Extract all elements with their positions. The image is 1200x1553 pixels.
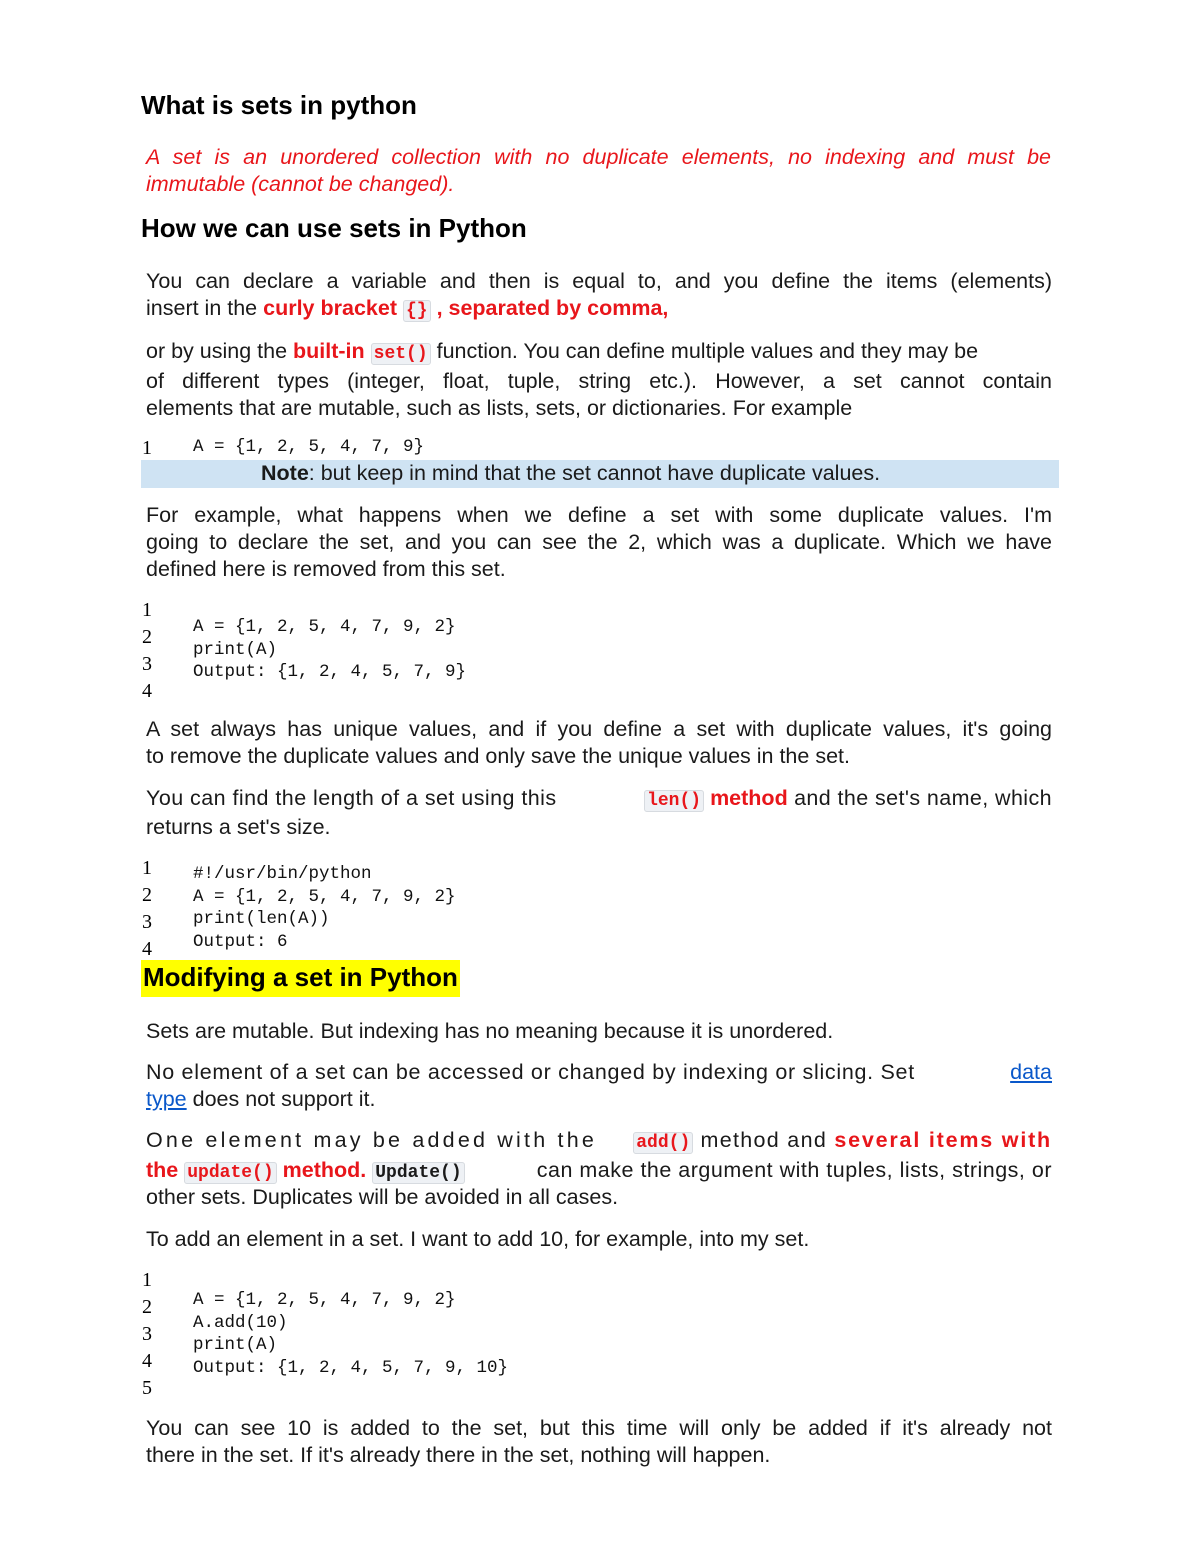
para8-line2 (146, 1157, 1052, 1187)
para6: Sets are mutable. But indexing has no meaning because it is unordered. (146, 1019, 834, 1043)
para1-line1: You can declare a variable and then is equal to, and you define the items (elements) (146, 269, 1052, 293)
note-box (141, 460, 1059, 488)
para1-line2 (146, 295, 668, 325)
para8-line1 (146, 1127, 1052, 1157)
code2-line-number: 3 (142, 653, 152, 675)
para3-line2: going to declare the set, and you can see the 2, which was a duplicate. Which we have (146, 530, 1052, 554)
code4-line-number: 2 (142, 1296, 152, 1318)
len-method-code: len() (644, 790, 704, 812)
para2-text-a: or by using the (146, 339, 294, 363)
data-type-link-2[interactable]: type (146, 1087, 187, 1111)
para9: To add an element in a set. I want to add 10, for example, into my set. (146, 1227, 810, 1251)
para8-line3: other sets. Duplicates will be avoided in all cases. (146, 1185, 619, 1209)
definition-line-1: A set is an unordered collection with no duplicate elements, no indexing and must be (146, 145, 1051, 169)
para5-group (644, 785, 1052, 815)
para3-line3: defined here is removed from this set. (146, 557, 506, 581)
code1-line-number: 1 (142, 437, 152, 459)
code3-line-number: 2 (142, 884, 152, 906)
para2-text-c: function. You can define multiple values and they may be (430, 339, 979, 363)
code4-line-number: 1 (142, 1269, 152, 1291)
set-function-code: set() (371, 343, 431, 365)
code2-line-number: 4 (142, 680, 152, 702)
code4-line-number: 4 (142, 1350, 152, 1372)
definition-line-2: immutable (cannot be changed). (146, 172, 455, 196)
para2-line3: elements that are mutable, such as lists, sets, or dictionaries. For example (146, 396, 853, 420)
data-type-link[interactable]: data (1010, 1060, 1052, 1084)
para8-text-b: method and (693, 1128, 835, 1152)
para8-group (633, 1127, 1052, 1157)
heading-what-is-sets: What is sets in python (141, 90, 417, 120)
curly-bracket-code: {} (403, 300, 431, 322)
code4-line-number: 5 (142, 1377, 152, 1399)
code2-line-number: 1 (142, 599, 152, 621)
several-items-label: several items with (834, 1128, 1052, 1152)
para7-line2 (146, 1086, 375, 1113)
para2-line1 (146, 338, 1052, 368)
para7-text-a: No element of a set can be accessed or changed by indexing or slicing. Set (146, 1060, 922, 1084)
update-method-code: update() (184, 1162, 276, 1184)
para2-line2: of different types (integer, float, tuple, string etc.). However, a set cannot contain (146, 369, 1052, 393)
para5-line1 (146, 785, 1052, 815)
code4-line-number: 3 (142, 1323, 152, 1345)
code1-block: A = {1, 2, 5, 4, 7, 9} (193, 437, 425, 457)
add-method-code: add() (633, 1132, 693, 1154)
para8-group-2 (146, 1157, 465, 1187)
para10-line2: there in the set. If it's already there in the set, nothing will happen. (146, 1443, 771, 1467)
the-label: the (146, 1158, 185, 1182)
curly-bracket-label: curly bracket (263, 296, 397, 320)
para3-line1: For example, what happens when we define a set with some duplicate values. I'm (146, 503, 1052, 527)
note-body: : but keep in mind that the set cannot have duplicate values. (308, 461, 881, 485)
note-label: Note (261, 461, 309, 485)
para5-line2: returns a set's size. (146, 815, 331, 839)
code3-line-number: 1 (142, 857, 152, 879)
code4-block: A = {1, 2, 5, 4, 7, 9, 2} A.add(10) print(A) Output: {1, 2, 4, 5, 7, 9, 10} (193, 1290, 509, 1378)
method-label: method (704, 786, 788, 810)
para10-line1: You can see 10 is added to the set, but this time will only be added if it's already not (146, 1416, 1052, 1440)
method-label-2: method. (276, 1158, 367, 1182)
code3-block: #!/usr/bin/python A = {1, 2, 5, 4, 7, 9, 2} print(len(A)) Output: 6 (193, 864, 456, 952)
code2-block: A = {1, 2, 5, 4, 7, 9, 2} print(A) Output: {1, 2, 4, 5, 7, 9} (193, 617, 467, 682)
para5-text-c: and the set's name, which (787, 786, 1052, 810)
update-code: Update() (372, 1162, 464, 1184)
para8-text-a: One element may be added with the (146, 1128, 607, 1152)
heading-how-to-use: How we can use sets in Python (141, 213, 527, 243)
para7-text-b: does not support it. (186, 1087, 376, 1111)
code2-line-number: 2 (142, 626, 152, 648)
para4-line1: A set always has unique values, and if you define a set with duplicate values, it's going (146, 717, 1052, 741)
para5-text-a: You can find the length of a set using this (146, 786, 564, 810)
para1-text: insert in the (146, 296, 264, 320)
note-text (261, 461, 880, 486)
code3-line-number: 4 (142, 938, 152, 960)
para8-text-f: can make the argument with tuples, lists, strings, or (530, 1158, 1052, 1182)
heading-modifying-set: Modifying a set in Python (141, 960, 460, 997)
para4-line2: to remove the duplicate values and only save the unique values in the set. (146, 744, 850, 768)
para7-line1 (146, 1059, 1052, 1086)
code3-line-number: 3 (142, 911, 152, 933)
built-in-label: built-in (293, 339, 365, 363)
separated-by-comma: , separated by comma, (436, 296, 669, 320)
